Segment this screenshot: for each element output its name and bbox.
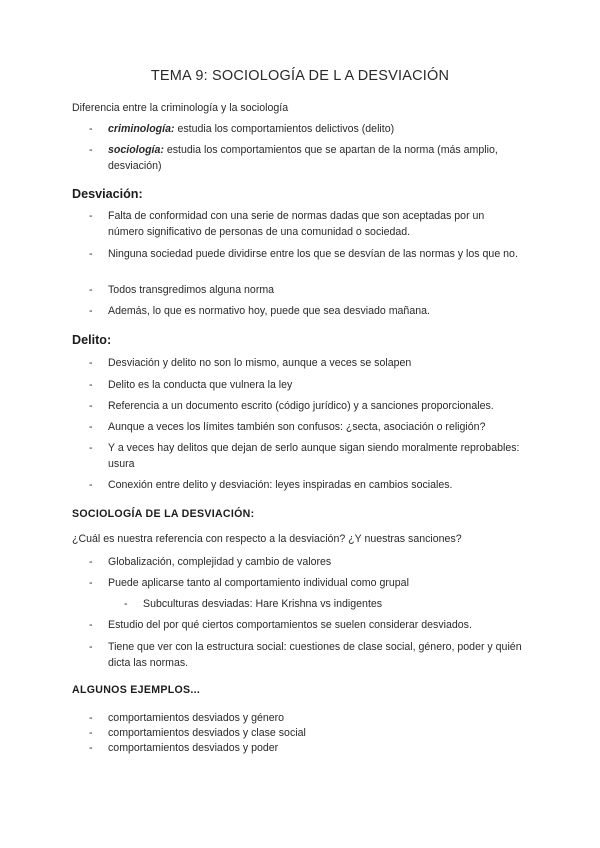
list-item bbox=[89, 377, 528, 393]
section-heading-delito: Delito: bbox=[72, 333, 112, 347]
list-item bbox=[89, 726, 528, 741]
bullet-dash: - bbox=[89, 210, 93, 222]
bullet-dash: - bbox=[89, 712, 93, 724]
list-item bbox=[89, 282, 528, 298]
list-item bbox=[89, 639, 528, 671]
section-heading-desviacion: Desviación: bbox=[72, 187, 143, 201]
list-item bbox=[89, 246, 528, 262]
page-title: TEMA 9: SOCIOLOGÍA DE L A DESVIACIÓN bbox=[150, 68, 450, 84]
list-item-text: comportamientos desviados y poder bbox=[108, 742, 279, 754]
section-heading-sociologia: SOCIOLOGÍA DE LA DESVIACIÓN: bbox=[72, 508, 255, 520]
list-item bbox=[89, 355, 528, 371]
definition-sociologia: estudia los comportamientos que se apartan de la norma (más amplio, desviación) bbox=[108, 144, 498, 172]
list-item-text: comportamientos desviados y género bbox=[108, 712, 285, 724]
section-heading-ejemplos: ALGUNOS EJEMPLOS... bbox=[72, 684, 201, 696]
list-item-text: Falta de conformidad con una serie de normas dadas que son aceptadas por un número significativo de personas de una comunidad o sociedad. bbox=[108, 210, 485, 238]
list-item bbox=[89, 575, 528, 591]
list-item-text: Referencia a un documento escrito (código jurídico) y a sanciones proporcionales. bbox=[108, 400, 494, 412]
term-criminologia: criminología: bbox=[108, 123, 175, 135]
bullet-dash: - bbox=[124, 598, 128, 610]
bullet-dash: - bbox=[89, 123, 93, 135]
sub-list-item-text: Subculturas desviadas: Hare Krishna vs indigentes bbox=[143, 598, 383, 610]
bullet-dash: - bbox=[89, 357, 93, 369]
list-item-text: Todos transgredimos alguna norma bbox=[108, 284, 275, 296]
bullet-dash: - bbox=[89, 641, 93, 653]
bullet-dash: - bbox=[89, 379, 93, 391]
list-item bbox=[89, 208, 523, 240]
question-text: ¿Cuál es nuestra referencia con respecto a la desviación? ¿Y nuestras sanciones? bbox=[72, 533, 462, 545]
list-item bbox=[89, 554, 528, 570]
bullet-dash: - bbox=[89, 284, 93, 296]
list-item bbox=[89, 741, 528, 756]
definition-criminologia: estudia los comportamientos delictivos (delito) bbox=[174, 123, 395, 135]
bullet-dash: - bbox=[89, 421, 93, 433]
list-item-text: Ninguna sociedad puede dividirse entre los que se desvían de las normas y los que no. bbox=[108, 248, 518, 260]
list-item bbox=[89, 303, 528, 319]
list-item-text: Además, lo que es normativo hoy, puede que sea desviado mañana. bbox=[108, 305, 430, 317]
bullet-dash: - bbox=[89, 479, 93, 491]
list-item-text: Estudio del por qué ciertos comportamientos se suelen considerar desviados. bbox=[108, 619, 472, 631]
list-item bbox=[89, 121, 528, 137]
bullet-dash: - bbox=[89, 742, 93, 754]
list-item-text: Aunque a veces los límites también son confusos: ¿secta, asociación o religión? bbox=[108, 421, 486, 433]
bullet-dash: - bbox=[89, 442, 93, 454]
sub-list-item bbox=[124, 596, 523, 612]
list-item bbox=[89, 617, 528, 633]
list-item-text: Desviación y delito no son lo mismo, aunque a veces se solapen bbox=[108, 357, 412, 369]
term-sociologia: sociología: bbox=[108, 144, 164, 156]
list-item bbox=[89, 440, 523, 472]
list-item bbox=[89, 419, 538, 435]
bullet-dash: - bbox=[89, 400, 93, 412]
list-item-text: Tiene que ver con la estructura social: cuestiones de clase social, género, poder y quién dicta las normas. bbox=[108, 641, 522, 669]
list-item bbox=[89, 398, 528, 414]
list-item bbox=[89, 711, 528, 726]
list-item-text: Puede aplicarse tanto al comportamiento individual como grupal bbox=[108, 577, 409, 589]
bullet-dash: - bbox=[89, 577, 93, 589]
list-item-text: Globalización, complejidad y cambio de valores bbox=[108, 556, 332, 568]
intro-text: Diferencia entre la criminología y la sociología bbox=[72, 102, 289, 114]
list-item-text: Conexión entre delito y desviación: leyes inspiradas en cambios sociales. bbox=[108, 479, 453, 491]
bullet-dash: - bbox=[89, 305, 93, 317]
list-item bbox=[89, 477, 528, 493]
bullet-dash: - bbox=[89, 619, 93, 631]
bullet-dash: - bbox=[89, 556, 93, 568]
list-item-text: comportamientos desviados y clase social bbox=[108, 727, 306, 739]
list-item-text: Delito es la conducta que vulnera la ley bbox=[108, 379, 293, 391]
list-item-text: Y a veces hay delitos que dejan de serlo aunque sigan siendo moralmente reprobables: usura bbox=[108, 442, 520, 470]
bullet-dash: - bbox=[89, 144, 93, 156]
bullet-dash: - bbox=[89, 248, 93, 260]
bullet-dash: - bbox=[89, 727, 93, 739]
list-item bbox=[89, 142, 528, 174]
